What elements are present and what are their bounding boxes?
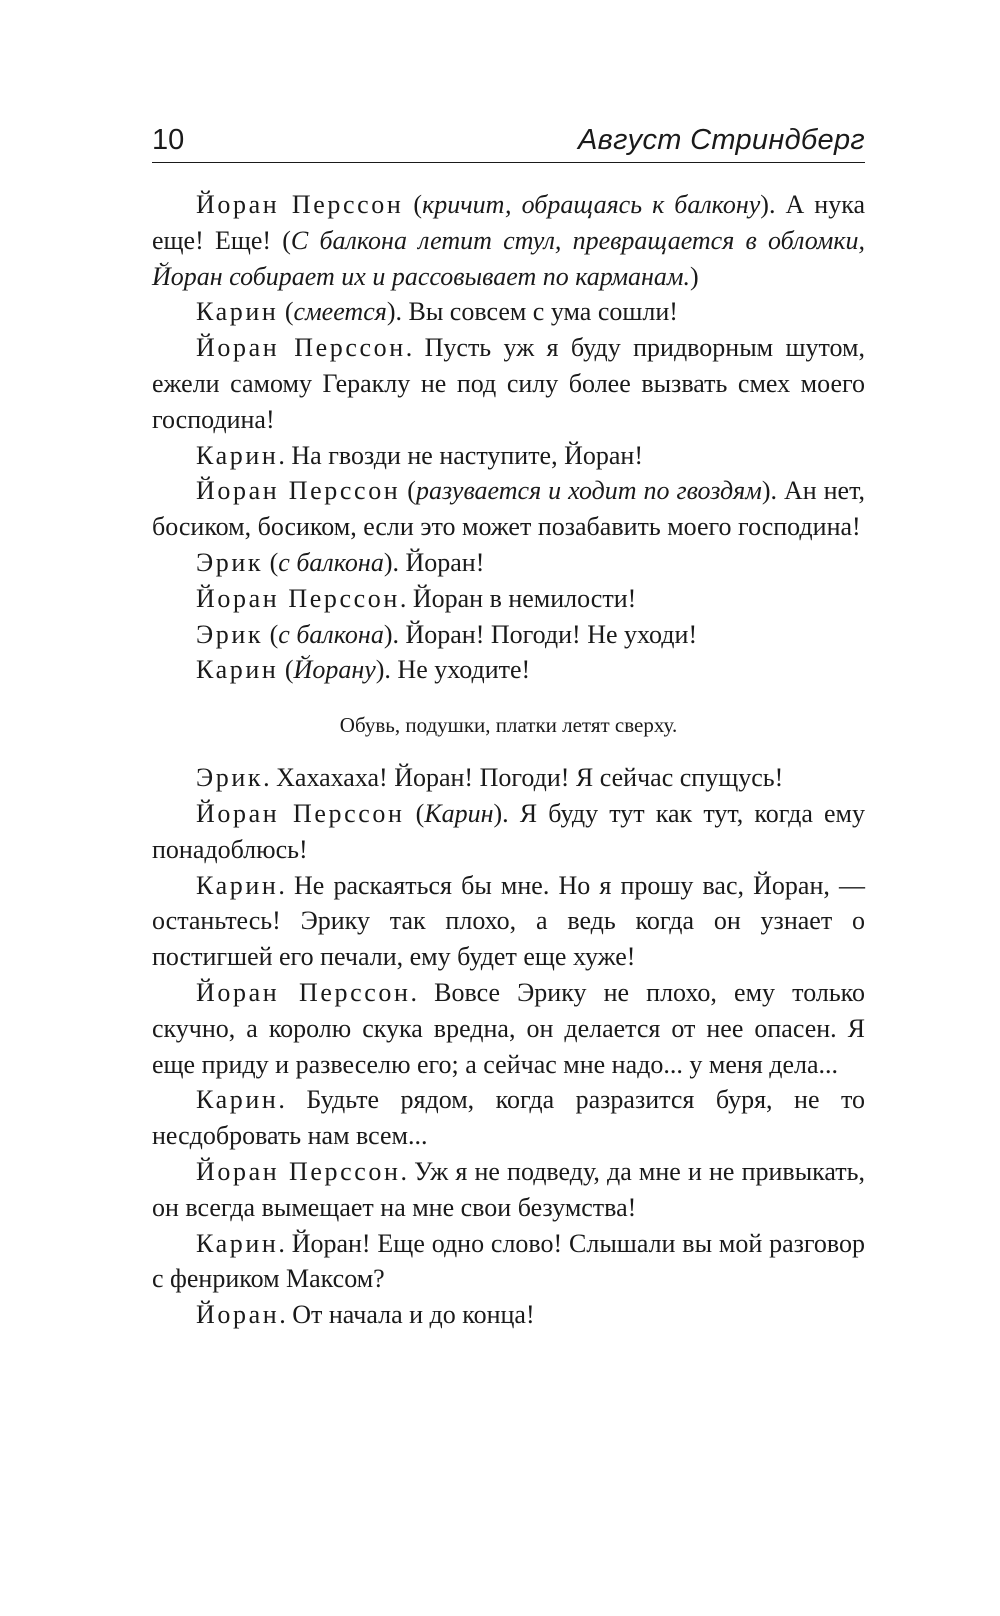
text-segment: ( — [403, 190, 423, 219]
text-segment: . От начала и до конца! — [279, 1300, 535, 1330]
play-text — [152, 187, 865, 1333]
dialogue-paragraph — [152, 868, 865, 975]
text-segment: . Хахахаха! Йоран! Погоди! Я сейчас спущусь! — [263, 763, 784, 793]
dialogue-paragraph — [152, 545, 865, 581]
speaker-name: Эрик — [196, 763, 264, 793]
dialogue-paragraph — [152, 187, 865, 294]
dialogue-paragraph — [152, 1297, 865, 1333]
text-segment: ( — [263, 547, 279, 577]
text-segment: ). А нука еще! Еще! ( — [152, 190, 865, 255]
speaker-name: Карин — [196, 440, 279, 470]
dialogue-paragraph — [152, 581, 865, 617]
text-segment: ( — [278, 297, 294, 327]
speaker-name: Йоран Перссон — [196, 476, 401, 506]
stage-remark: Йорану — [293, 655, 376, 685]
text-segment: . Йоран в немилости! — [399, 583, 637, 613]
stage-remark: Карин — [424, 798, 494, 828]
page-number: 10 — [152, 124, 185, 156]
text-segment: . Йоран! Еще одно слово! Слышали вы мой разговор с фенриком Максом? — [152, 1228, 865, 1294]
text-segment: ( — [400, 476, 416, 506]
stage-direction: Обувь, подушки, платки летят сверху. — [339, 713, 678, 738]
text-segment: ( — [404, 798, 425, 828]
dialogue-paragraph — [152, 617, 865, 653]
speaker-name: Йоран Перссон — [196, 798, 405, 828]
dialogue-paragraph — [152, 796, 865, 868]
dialogue-paragraph — [152, 330, 865, 437]
text-segment: ). Не уходите! — [375, 655, 531, 685]
speaker-name: Йоран Перссон — [196, 583, 400, 613]
text-segment: ). Ан нет, босиком, босиком, если это может позабавить моего господина! — [152, 476, 865, 542]
speaker-name: Карин — [196, 1228, 279, 1258]
text-segment: . Будьте рядом, когда разразится буря, не то несдобровать нам всем... — [152, 1085, 865, 1151]
speaker-name: Йоран Перссон — [196, 190, 404, 219]
speaker-name: Йоран — [196, 1300, 280, 1330]
text-segment: ( — [263, 619, 279, 649]
text-segment: . На гвозди не наступите, Йоран! — [278, 440, 643, 470]
stage-remark: кричит, обращаясь к балкону — [422, 190, 761, 219]
dialogue-paragraph — [152, 473, 865, 545]
speaker-name: Карин — [196, 1085, 279, 1115]
text-segment: ). Йоран! — [383, 547, 485, 577]
text-segment: . Уж я не подведу, да мне и не привыкать, он всегда вымещает на мне свои безумства! — [152, 1156, 865, 1222]
text-segment: ). Вы совсем с ума сошли! — [386, 297, 678, 327]
dialogue-paragraph — [152, 294, 865, 330]
dialogue-paragraph — [152, 1226, 865, 1298]
speaker-name: Карин — [196, 297, 279, 327]
speaker-name: Карин — [196, 870, 279, 900]
stage-remark: разувается и ходит по гвоздям — [415, 476, 762, 506]
stage-remark: смеется — [293, 297, 387, 327]
text-segment: ( — [278, 655, 294, 685]
stage-remark: с балкона — [278, 619, 384, 649]
text-segment: . Вовсе Эрику не плохо, ему только скучно, а королю скука вредна, он делается от нее опасен. Я еще приду и развеселю его; а сейчас мне надо... у меня дела... — [152, 977, 865, 1079]
dialogue-paragraph — [152, 760, 865, 796]
text-segment: ) — [690, 261, 699, 291]
text-segment: ). Я буду тут как тут, когда ему понадоблюсь! — [152, 798, 865, 864]
text-segment: . Пусть уж я буду придворным шутом, ежели самому Гераклу не под силу более вызвать смех моего господина! — [152, 333, 865, 434]
dialogue-paragraph — [152, 652, 865, 688]
text-segment: . Не раскаяться бы мне. Но я прошу вас, Йоран, — останьтесь! Эрику так плохо, а ведь когда он узнает о постигшей его печали, ему будет еще хуже! — [152, 870, 865, 972]
dialogue-paragraph — [152, 438, 865, 474]
speaker-name: Эрик — [196, 547, 264, 577]
speaker-name: Эрик — [196, 619, 264, 649]
stage-remark: С балкона летит стул, превращается в обломки, Йоран собирает их и рассовывает по карманам. — [152, 225, 865, 291]
text-segment: ). Йоран! Погоди! Не уходи! — [383, 619, 698, 649]
dialogue-paragraph — [152, 1082, 865, 1154]
dialogue-paragraph — [152, 1154, 865, 1226]
speaker-name: Йоран Перссон — [196, 977, 411, 1007]
dialogue-paragraph — [152, 975, 865, 1082]
speaker-name: Карин — [196, 655, 279, 685]
running-head-author: Август Стриндберг — [578, 124, 865, 156]
speaker-name: Йоран Перссон — [196, 333, 406, 363]
page-header — [152, 118, 865, 163]
speaker-name: Йоран Перссон — [196, 1156, 401, 1186]
stage-remark: с балкона — [278, 547, 384, 577]
